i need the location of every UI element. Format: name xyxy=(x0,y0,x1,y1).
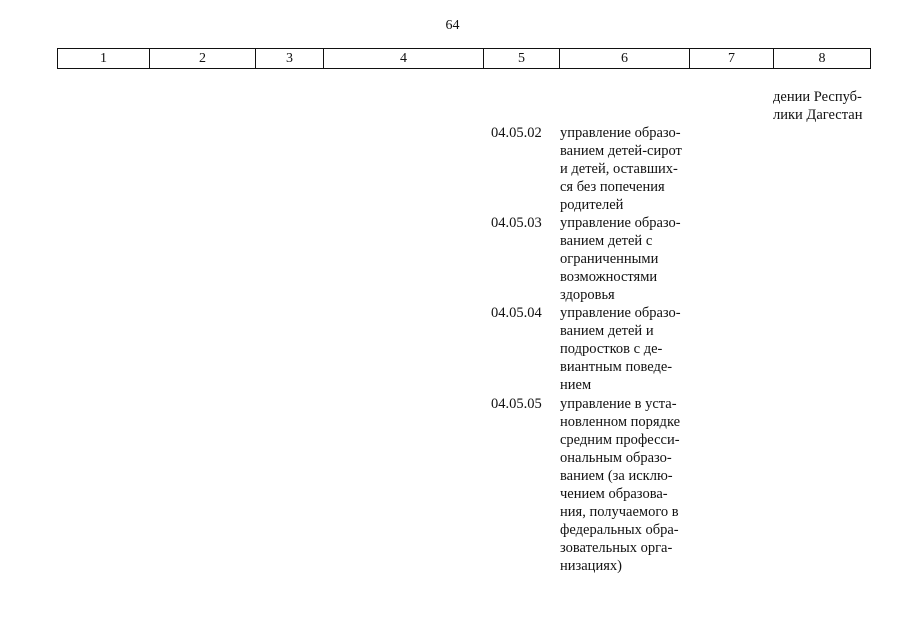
continuation-line: лики Дагестан xyxy=(773,107,863,123)
entry-line: чением образова- xyxy=(560,486,668,502)
entry-line: управление образо- xyxy=(560,125,681,141)
table-header xyxy=(57,48,871,69)
continuation-line: дении Респуб- xyxy=(773,89,862,105)
entry-line: управление в уста- xyxy=(560,396,677,412)
column-header-8: 8 xyxy=(774,49,871,69)
entry-line: ограниченными xyxy=(560,251,659,267)
entry-line: управление образо- xyxy=(560,305,681,321)
entry-code: 04.05.05 xyxy=(491,396,542,412)
entry-line: ванием детей-сирот xyxy=(560,143,682,159)
entry-line: средним професси- xyxy=(560,432,680,448)
entry-line: родителей xyxy=(560,197,624,213)
column-header-3: 3 xyxy=(256,49,324,69)
entry-description xyxy=(560,395,692,575)
entry-line: низациях) xyxy=(560,558,622,574)
entry-line: нием xyxy=(560,377,592,393)
entry-description xyxy=(560,124,692,214)
entry-code: 04.05.03 xyxy=(491,215,542,231)
entry-line: ванием детей с xyxy=(560,233,653,249)
entry-line: ванием детей и xyxy=(560,323,654,339)
column-header-4: 4 xyxy=(324,49,484,69)
entry-code: 04.05.02 xyxy=(491,125,542,141)
entry-line: зовательных орга- xyxy=(560,540,673,556)
entry-line: подростков с де- xyxy=(560,341,663,357)
entry-line: новленном порядке xyxy=(560,414,681,430)
column-header-7: 7 xyxy=(690,49,774,69)
entry-description xyxy=(560,304,692,394)
column-header-5: 5 xyxy=(484,49,560,69)
header-row xyxy=(58,49,871,69)
entry-description xyxy=(560,214,692,304)
column-header-2: 2 xyxy=(150,49,256,69)
column-header-6: 6 xyxy=(560,49,690,69)
column8-continuation xyxy=(773,88,873,124)
entry-line: ся без попечения xyxy=(560,179,665,195)
page-number: 64 xyxy=(445,18,460,33)
entry-line: ванием (за исклю- xyxy=(560,468,673,484)
entry-line: ональным образо- xyxy=(560,450,672,466)
entry-line: виантным поведе- xyxy=(560,359,673,375)
entry-line: и детей, оставших- xyxy=(560,161,678,177)
column-header-1: 1 xyxy=(58,49,150,69)
entry-line: возможностями xyxy=(560,269,658,285)
entry-line: управление образо- xyxy=(560,215,681,231)
entry-line: ния, получаемого в xyxy=(560,504,679,520)
entry-line: здоровья xyxy=(560,287,615,303)
entry-code: 04.05.04 xyxy=(491,305,542,321)
entry-line: федеральных обра- xyxy=(560,522,679,538)
